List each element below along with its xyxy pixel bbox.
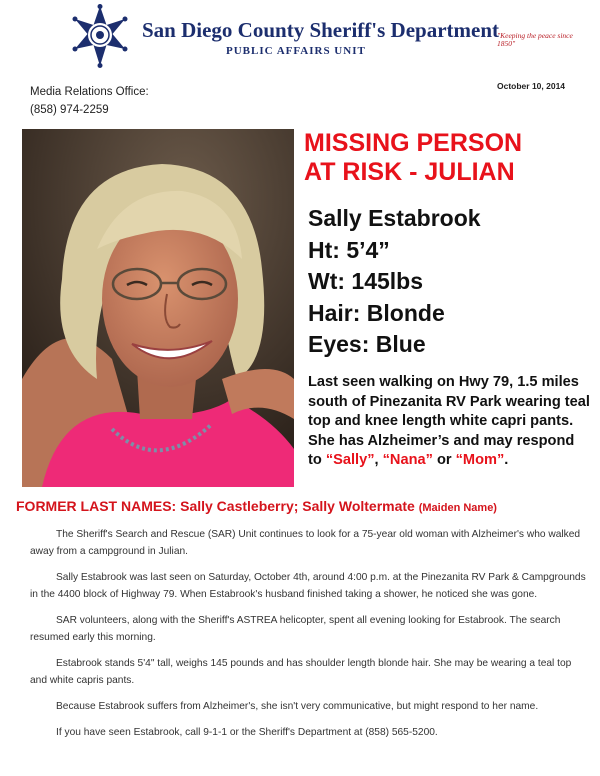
paragraph bbox=[30, 655, 590, 689]
office-title: Media Relations Office: bbox=[30, 86, 149, 98]
headline-line-2: AT RISK - JULIAN bbox=[304, 158, 515, 186]
release-date: October 10, 2014 bbox=[497, 81, 566, 91]
maiden-name-note: (Maiden Name) bbox=[418, 502, 497, 514]
sheriff-star-badge-icon bbox=[68, 4, 132, 68]
person-hair: Hair: Blonde bbox=[308, 299, 445, 326]
letterhead bbox=[0, 0, 600, 80]
paragraph bbox=[30, 724, 590, 741]
paragraph-text: If you have seen Estabrook, call 9-1-1 or the Sheriff's Department at (858) 565-5200. bbox=[56, 727, 438, 738]
nickname-nana: “Nana” bbox=[382, 452, 433, 468]
paragraph-text: The Sheriff's Search and Rescue (SAR) Unit continues to look for a 75-year old woman with Alzheimer's who walked away from a campground in Julian. bbox=[30, 529, 581, 557]
last-seen-end: . bbox=[504, 452, 509, 468]
nickname-sally: “Sally” bbox=[325, 452, 375, 468]
press-release-body bbox=[30, 526, 590, 750]
person-description bbox=[308, 203, 593, 361]
last-seen-details bbox=[308, 373, 590, 471]
paragraph bbox=[30, 569, 590, 603]
separator-1: , bbox=[374, 452, 383, 468]
person-weight: Wt: 145lbs bbox=[308, 268, 424, 294]
person-height: Ht: 5’4” bbox=[308, 236, 390, 263]
office-phone: (858) 974-2259 bbox=[30, 104, 109, 116]
media-relations-contact bbox=[30, 83, 149, 119]
paragraph-text: Sally Estabrook was last seen on Saturday, October 4th, around 4:00 p.m. at the Pinezanita RV Park & Campgrounds in the 4400 block of Highway 79. When Estabrook's husband finished taking a shower, he noticed she was gone. bbox=[30, 572, 586, 600]
paragraph-text: SAR volunteers, along with the Sheriff's ASTREA helicopter, spent all evening looking for Estabrook. The search resumed early this morning. bbox=[30, 615, 561, 643]
unit-name: PUBLIC AFFAIRS UNIT bbox=[226, 45, 366, 57]
paragraph bbox=[30, 526, 590, 560]
person-name: Sally Estabrook bbox=[308, 205, 481, 231]
nickname-mom: “Mom” bbox=[455, 452, 505, 468]
paragraph bbox=[30, 612, 590, 646]
department-motto: "Keeping the peace since 1850" bbox=[497, 31, 573, 48]
missing-person-photo bbox=[22, 129, 294, 487]
paragraph bbox=[30, 698, 590, 715]
paragraph-text: Estabrook stands 5'4" tall, weighs 145 pounds and has shoulder length blonde hair. She may be wearing a teal top and white capris pants. bbox=[30, 658, 572, 686]
last-seen-text: Last seen walking on Hwy 79, 1.5 miles south of Pinezanita RV Park wearing teal top and knee length white capri pants. She has Alzheimer’s and may respond to bbox=[308, 374, 590, 468]
separator-2: or bbox=[432, 452, 456, 468]
department-name: San Diego County Sheriff's Department bbox=[142, 18, 499, 42]
headline-line-1: MISSING PERSON bbox=[304, 129, 523, 157]
former-names-text: FORMER LAST NAMES: Sally Castleberry; Sally Woltermate bbox=[16, 498, 419, 514]
paragraph-text: Because Estabrook suffers from Alzheimer's, she isn't very communicative, but might respond to her name. bbox=[56, 701, 539, 712]
headline bbox=[304, 129, 594, 187]
former-last-names bbox=[16, 498, 596, 514]
portrait-illustration bbox=[22, 129, 294, 487]
person-eyes: Eyes: Blue bbox=[308, 331, 426, 357]
